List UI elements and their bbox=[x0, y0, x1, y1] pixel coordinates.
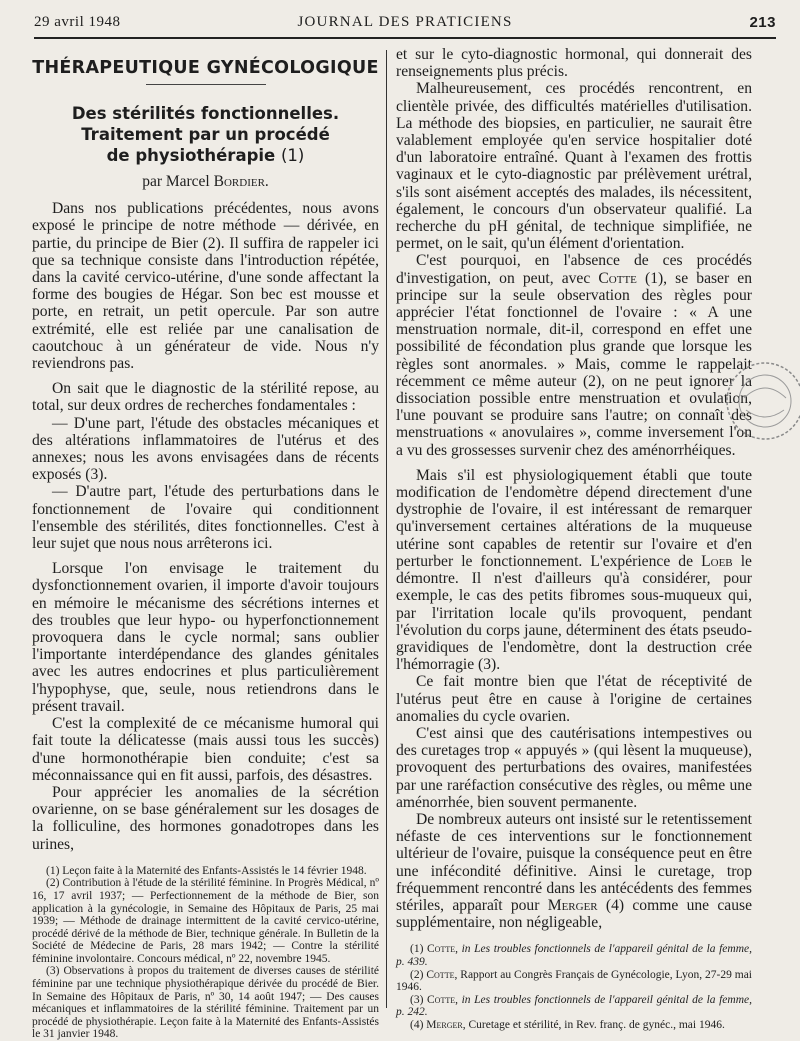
cited-author: Cotte, bbox=[427, 993, 458, 1006]
cited-author: Cotte bbox=[598, 269, 637, 287]
left-paragraph: C'est la complexité de ce mécanisme humoral qui fait toute la délicatesse (mais aussi tous les succès) d'une hormonothérapie bien conduite; c'est sa méconnaissance qui en fit aussi, parfois, des désastres. bbox=[32, 715, 379, 784]
page-header bbox=[34, 12, 776, 36]
footnote bbox=[396, 969, 752, 994]
left-paragraph: Dans nos publications précédentes, nous avons exposé le principe de notre méthode — dérivée, en partie, du principe de Bier (2). Il suffira de rappeler ici que sa technique consiste dans l'introduction répétée, dans la cavité cervico-utérine, d'une sonde affectant la forme des bougies de Hégar. Son bec est mousse et porte, en retrait, un petit opercule. Par son autre extrémité, elle est reliée par une canalisation de caoutchouc à un générateur de vide. Nous n'y reviendrons pas. bbox=[32, 200, 379, 373]
footnote-number: (4) bbox=[410, 1018, 424, 1031]
article-title-line-3-text: de physiothérapie bbox=[106, 146, 276, 165]
footnote-text: in Les troubles fonctionnels de l'appareil génital de la femme, p. 242. bbox=[396, 993, 752, 1019]
text-run: De nombreux auteurs ont insisté sur le retentissement néfaste de ces interventions sur le fonctionnement ultérieur de l'ovaire, puisque la conséquence peut en être une infécondité définitive. Ainsi le curetage, trop fréquemment rencontré dans les antécédents des femmes stériles, apparaît pour bbox=[396, 810, 752, 914]
cited-author: Loeb bbox=[701, 552, 733, 570]
page-number: 213 bbox=[749, 14, 776, 31]
right-paragraph: C'est ainsi que des cautérisations intempestives ou des curetages trop « appuyés » (qui lèsent la muqueuse), provoquent des perturbations des ovaires, manifestées par une raréfaction consécutive des règles, ou même une aménorrhée, bien souvent permanente. bbox=[396, 724, 752, 811]
right-paragraph: Malheureusement, ces procédés rencontrent, en clientèle privée, des difficultés matérielles d'utilisation. La méthode des biopsies, en particulier, ne saurait être valablement employée qu'en service hospitalier doté d'un laboratoire entraîné. Quant à l'examen des frottis vaginaux et le cyto-diagnostic par prélèvement urétral, s'ils sont aisément acceptés des malades, ils nécessitent, également, le concours d'un observateur qualifié. La recherche du pH génital, de technique simplifiée, ne permet, on le sait, qu'un élément d'orientation. bbox=[396, 80, 752, 253]
text-run: (4) comme une cause supplémentaire, non négligeable, bbox=[396, 896, 752, 932]
article-title-note: (1) bbox=[281, 146, 305, 165]
left-footnotes bbox=[32, 865, 379, 1041]
header-rule bbox=[34, 37, 776, 39]
cited-author: Cotte, bbox=[426, 968, 458, 981]
article-title-line-1: Des stérilités fonctionnelles. bbox=[71, 104, 340, 123]
article-title bbox=[32, 103, 379, 166]
issue-date: 29 avril 1948 bbox=[34, 14, 121, 30]
footnote: (3) Observations à propos du traitement de diverses causes de stérilité féminine par une technique physiothérapique dérivée du procédé de Bier. In Semaine des Hôpitaux de Paris, nº 30, 14 août 1947; — Des causes mécaniques et inflammatoires de la stérilité féminine. Traitement par un procédé de physiothérapie. Leçon faite à la Maternité des Enfants-Assistés le 31 janvier 1948. bbox=[32, 965, 379, 1041]
column-divider bbox=[386, 50, 387, 1008]
footnote-number: (1) bbox=[410, 943, 424, 956]
footnote-text: Curetage et stérilité, in Rev. franç. de gynéc., mai 1946. bbox=[468, 1018, 725, 1031]
text-run: Mais s'il est physiologiquement établi que toute modification de l'endomètre dépend directement d'une dystrophie de l'ovaire, il est intéressant de remarquer qu'inversement certaines altérations de la muqueuse utérine sont capables de retentir sur l'ovaire et d'en perturber le fonctionnement. L'expérience de bbox=[396, 466, 752, 570]
byline bbox=[32, 173, 379, 190]
library-stamp-icon bbox=[722, 358, 800, 444]
author-name: Bordier. bbox=[213, 173, 269, 190]
footnote-text: Rapport au Congrès Français de Gynécologie, Lyon, 27-29 mai 1946. bbox=[396, 968, 752, 994]
right-paragraph bbox=[396, 811, 752, 931]
right-paragraph: et sur le cyto-diagnostic hormonal, qui donnerait des renseignements plus précis. bbox=[396, 46, 752, 81]
footnote bbox=[396, 994, 752, 1019]
cited-author: Cotte, bbox=[427, 943, 458, 956]
right-paragraph bbox=[396, 467, 752, 673]
footnote-number: (2) bbox=[410, 968, 424, 981]
footnote: (2) Contribution à l'étude de la stérilité féminine. In Progrès Médical, nº 16, 17 avril 1937; — Perfectionnement de la méthode de Bier, son application à la gynécologie, in Semaine des Hôpitaux de Paris, 25 mai 1939; — Méthode de drainage intermittent de la cavité cervico-utérine, procédé dérivé de la méthode de Bier, technique générale. In Bulletin de la Société de Médecine de Paris, 28 mars 1942; — Contre la stérilité féminine involontaire. Concours médical, nº 22, novembre 1945. bbox=[32, 877, 379, 965]
footnote-text: in Les troubles fonctionnels de l'appareil génital de la femme, p. 439. bbox=[396, 943, 752, 968]
right-footnotes bbox=[396, 943, 752, 1031]
text-run: (1), se baser en principe sur la seule observation des règles pour apprécier l'état fonctionnel de l'ovaire : « A une menstruation normale, dit-il, correspond en effet une possibilité de fécondation plus grande que lorsque les règles sont anormales. » Mais, comme le rappelait récemment ce même auteur (2), on ne peut ignorer la dissociation possible entre menstruation et ovulation, l'une pouvant se produire sans l'autre; on connaît des menstruations « anovulaires », comme inversement l'on a vu des grossesses survenir chez des aménorrhéiques. bbox=[396, 269, 752, 459]
right-paragraph: Ce fait montre bien que l'état de réceptivité de l'utérus peut être en cause à l'origine de certaines anomalies du cycle ovarien. bbox=[396, 673, 752, 725]
text-run: le démontre. Il n'est d'ailleurs qu'à considérer, pour exemple, le cas des petits fibromes sous-muqueux qui, par l'irritation locale qu'ils provoquent, pendant l'évolution du corps jaune, déterminent des états pseudo-gravidiques de l'endomètre, dont la destruction crée l'hémorragie (3). bbox=[396, 552, 752, 674]
footnote bbox=[396, 1019, 752, 1032]
left-paragraph: — D'autre part, l'étude des perturbations dans le fonctionnement de l'ovaire qui conditionnent l'ensemble des stérilités, dites fonctionnelles. C'est à leur sujet que nous nous arrêterons ici. bbox=[32, 483, 379, 553]
footnote-number: (3) bbox=[410, 993, 424, 1006]
footnote: (1) Leçon faite à la Maternité des Enfants-Assistés le 14 février 1948. bbox=[46, 864, 367, 877]
left-column bbox=[32, 46, 379, 1041]
article-title-line-3 bbox=[32, 145, 379, 166]
article-title-line-2: Traitement par un procédé bbox=[81, 125, 330, 144]
footnote bbox=[396, 943, 752, 968]
byline-prefix: par Marcel bbox=[142, 173, 210, 190]
title-rule bbox=[146, 84, 266, 85]
cited-author: Merger, bbox=[426, 1018, 466, 1031]
cited-author: Merger bbox=[547, 896, 598, 914]
left-paragraph: On sait que le diagnostic de la stérilité repose, au total, sur deux ordres de recherches fondamentales : bbox=[32, 380, 379, 415]
right-paragraph bbox=[396, 252, 752, 458]
right-column bbox=[396, 46, 752, 1032]
section-title: THÉRAPEUTIQUE GYNÉCOLOGIQUE bbox=[32, 58, 379, 78]
left-paragraph: — D'une part, l'étude des obstacles mécaniques et des altérations inflammatoires de l'utérus et des annexes; nous les avons envisagées dans de récents exposés (3). bbox=[32, 414, 379, 484]
text-run: C'est pourquoi, en l'absence de ces procédés d'investigation, on peut, avec bbox=[396, 252, 752, 287]
journal-name: JOURNAL DES PRATICIENS bbox=[297, 14, 513, 30]
left-paragraph: Pour apprécier les anomalies de la sécrétion ovarienne, on se base généralement sur les dosages de la folliculine, des hormones gonadotropes dans les urines, bbox=[32, 783, 379, 853]
left-paragraph: Lorsque l'on envisage le traitement du dysfonctionnement ovarien, il importe d'avoir toujours en mémoire le mécanisme des sécrétions internes et des troubles que leur hypo- ou hyperfonctionnement provoquera dans le cycle normal; sans oublier l'importante interdépendance des glandes génitales avec les autres endocrines et plus particulièrement l'hypophyse, que, seule, nous retiendrons dans le présent travail. bbox=[32, 560, 379, 715]
